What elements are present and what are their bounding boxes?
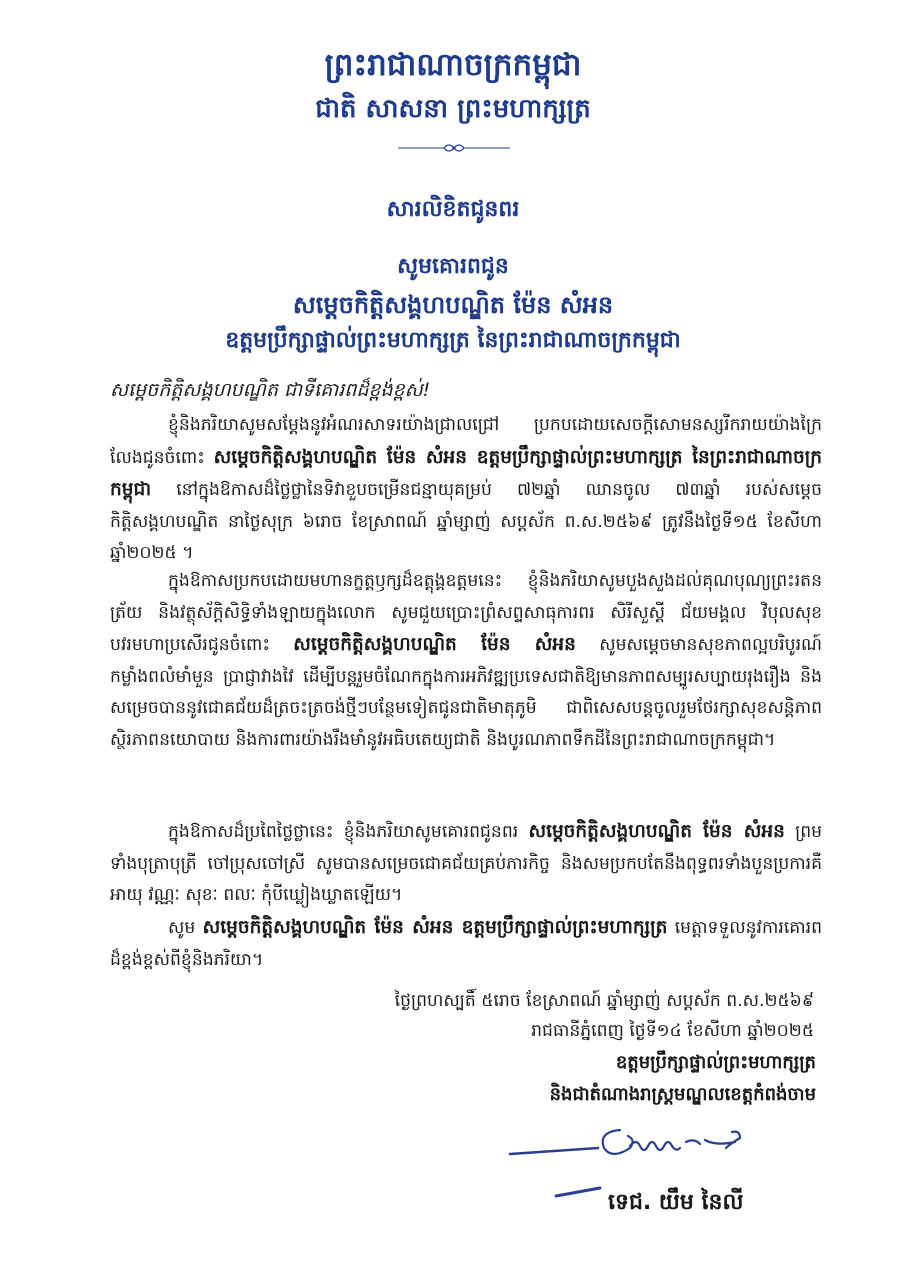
salutation: សម្តេចកិត្តិសង្គហបណ្ឌិត ជាទីគោរពដ៏ខ្ពង់ខ្ពស់!	[110, 379, 431, 401]
paragraph-1-text-b: នៅក្នុងឱកាសដ៏ថ្លៃថ្លានៃទិវាខួបចម្រើនជន្មាយុគម្រប់ ៧២ឆ្នាំ ឈានចូល ៧៣ឆ្នាំ របស់សម្តេចកិត្តិសង្គហបណ្ឌិត នាថ្ងៃសុក្រ ៦រោច ខែស្រាពណ៍ ឆ្នាំម្សាញ់ សប្តស័ក ព.ស.២៥៦៩ ត្រូវនឹងថ្ងៃទី១៥ ខែសីហា ឆ្នាំ២០២៥ ។	[110, 480, 822, 563]
letter-title: សារលិខិតជូនពរ	[386, 197, 520, 222]
kingdom-heading: ព្រះរាជាណាចក្រកម្ពុជា	[324, 47, 582, 83]
paragraph-2-bold: សម្តេចកិត្តិសង្គហបណ្ឌិត ម៉ែន សំអន	[293, 634, 576, 655]
date-lunar: ថ្ងៃព្រហស្បតិ៍ ៥រោច ខែស្រាពណ៍ ឆ្នាំម្សាញ់ សប្តស័ក ព.ស.២៥៦៩	[394, 991, 814, 1011]
recipient-intro: សូមគោរពជូន	[397, 254, 509, 279]
paragraph-4	[110, 912, 822, 976]
paragraph-1-text-a: ខ្ញុំនិងភរិយាសូមសម្តែងនូវអំណរសាទរយ៉ាងជ្រាលជ្រៅ ប្រកបដោយសេចក្តីសោមនស្សរីករាយយ៉ាងក្រៃលែងជូនចំពោះ	[110, 415, 822, 468]
paragraph-2-text-a: ក្នុងឱកាសប្រកបដោយមហានក្ខត្តឫក្សដ៏ឧត្តុង្គឧត្តមនេះ ខ្ញុំនិងភរិយាសូមបួងសួងដល់គុណបុណ្យព្រះរតនត្រ័យ និងវត្ថុស័ក្តិសិទ្ធិទាំងឡាយក្នុងលោក សូមជួយប្រោះព្រំសព្ទសាធុការពរ សិរីសួស្តី ជ័យមង្គល វិបុលសុខ បវរមហាប្រសើរជូនចំពោះ	[110, 571, 822, 655]
national-motto: ជាតិ សាសនា ព្រះមហាក្សត្រ	[315, 94, 591, 124]
paragraph-2-text-b: សូមសម្តេចមានសុខភាពល្អបរិបូរណ៍ កម្លាំងពលំមាំមួន ប្រាជ្ញាវាងវៃ ដើម្បីបន្តរួមចំណែកក្នុងការអភិវឌ្ឍប្រទេសជាតិឱ្យមានភាពសម្បូរសប្បាយរុងរឿង និងសម្រេចបាននូវជោគជ័យដ៏ត្រចះត្រចង់ថ្មីៗបន្ថែមទៀតជូនជាតិមាតុភូមិ ជាពិសេសបន្តចូលរួមថែរក្សាសុខសន្តិភាព ស្ថិរភាពនយោបាយ និងការពារយ៉ាងរឹងមាំនូវអធិបតេយ្យជាតិ និងបូរណភាពទឹកដីនៃព្រះរាជាណាចក្រកម្ពុជា។	[110, 635, 823, 750]
paragraph-3	[110, 816, 822, 912]
signatory-title-2: និងជាតំណាងរាស្ត្រមណ្ឌលខេត្តកំពង់ចាម	[549, 1084, 816, 1105]
paragraph-3-text-b: ព្រមទាំងបុត្រាបុត្រី ចៅប្រុសចៅស្រី សូមបានសម្រេចជោគជ័យគ្រប់ភារកិច្ច និងសមប្រកបតែនឹងពុទ្ធពរទាំងបួនប្រការគឺ អាយុ វណ្ណៈ សុខៈ ពលៈ កុំបីឃ្លៀងឃ្លាតឡើយ។	[110, 822, 823, 905]
paragraph-1	[110, 410, 822, 570]
date-solar: រាជធានីភ្នំពេញ ថ្ងៃទី១៤ ខែសីហា ឆ្នាំ២០២៥	[531, 1021, 814, 1041]
recipient-title: ឧត្តមប្រឹក្សាផ្ទាល់ព្រះមហាក្សត្រ នៃព្រះរាជាណាចក្រកម្ពុជា	[225, 328, 681, 353]
ornament-divider	[398, 142, 510, 154]
paragraph-1-bold: សម្តេចកិត្តិសង្គហបណ្ឌិត ម៉ែន សំអន ឧត្តមប្រឹក្សាផ្ទាល់ព្រះមហាក្សត្រ នៃព្រះរាជាណាចក្រកម្ពុជា	[110, 446, 822, 500]
paragraph-4-text-b: មេត្តាទទួលនូវការគោរពដ៏ខ្ពង់ខ្ពស់ពីខ្ញុំនិងភរិយា។	[110, 918, 822, 970]
paragraph-2	[110, 566, 822, 756]
paragraph-3-bold: សម្តេចកិត្តិសង្គហបណ្ឌិត ម៉ែន សំអន	[528, 821, 785, 842]
paragraph-4-text-a: សូម	[168, 918, 203, 938]
paragraph-3-text-a: ក្នុងឱកាសដ៏ប្រពៃថ្លៃថ្លានេះ ខ្ញុំនិងភរិយាសូមគោរពជូនពរ	[168, 822, 529, 842]
signatory-title-1: ឧត្តមប្រឹក្សាផ្ទាល់ព្រះមហាក្សត្រ	[615, 1052, 816, 1073]
signatory-name: ទេជ. យឹម នៃលី	[608, 1190, 744, 1215]
recipient-name: សម្តេចកិត្តិសង្គហបណ្ឌិត ម៉ែន សំអន	[292, 291, 614, 319]
paragraph-4-bold: សម្តេចកិត្តិសង្គហបណ្ឌិត ម៉ែន សំអន ឧត្តមប្រឹក្សាផ្ទាល់ព្រះមហាក្សត្រ	[202, 917, 668, 938]
